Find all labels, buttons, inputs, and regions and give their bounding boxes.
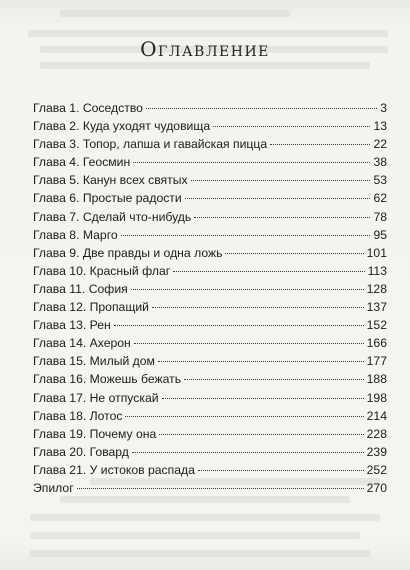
toc-entry [33,280,387,298]
toc-entry [33,99,387,117]
dot-leader [159,434,363,435]
toc-entry-page-number: 239 [366,444,387,459]
toc-entry-page-number: 166 [366,336,387,351]
dot-leader [185,198,371,199]
toc-entry-page-number: 78 [373,209,387,224]
toc-entry-title: Глава 16. Можешь бежать [33,372,182,387]
dot-leader [114,325,364,326]
dot-leader [198,470,364,471]
toc-entry [33,425,387,443]
dot-leader [146,108,377,109]
toc-entry-title: Эпилог [33,480,74,495]
toc-entry-page-number: 188 [366,372,387,387]
toc-entry-page-number: 214 [366,408,387,423]
toc-entry [33,189,387,207]
toc-entry [33,298,387,316]
dot-leader [125,416,363,417]
toc-entry-title: Глава 21. У истоков распада [33,462,195,477]
toc-entry-title: Глава 20. Говард [33,444,129,459]
toc-entry-title: Глава 1. Соседство [33,101,143,115]
bleed-through-text [60,10,290,17]
dot-leader [77,488,364,489]
dot-leader [131,289,364,290]
toc-entry-page-number: 53 [373,173,387,188]
toc-entry-page-number: 113 [367,263,387,278]
dot-leader [191,180,371,181]
toc-entry-title: Глава 6. Простые радости [33,191,182,206]
toc-entry-page-number: 101 [366,245,387,260]
toc-entry [33,171,387,189]
toc-entry-page-number: 22 [373,137,387,152]
toc-entry-page-number: 62 [373,191,387,206]
toc-entry-title: Глава 7. Сделай что-нибудь [33,209,192,224]
toc-entry-title: Глава 19. Почему она [33,426,157,441]
bleed-through-text [30,550,370,557]
toc-entry-page-number: 128 [366,281,387,296]
toc-entry-page-number: 177 [366,354,387,369]
toc-entry-title: Глава 13. Рен [33,318,111,333]
toc-entry [33,208,387,226]
toc-entry [33,461,387,479]
toc-entry [33,153,387,171]
toc-entry-page-number: 252 [366,462,387,477]
toc-entry-title: Глава 14. Ахерон [33,336,131,351]
toc-entry-title: Глава 18. Лотос [33,408,123,423]
table-of-contents [33,99,387,497]
toc-entry [33,135,387,153]
toc-entry-page-number: 38 [373,155,387,170]
toc-entry-title: Глава 17. Не отпускай [33,390,159,405]
dot-leader [132,452,364,453]
dot-leader [162,398,364,399]
toc-entry-title: Глава 10. Красный флаг [33,263,171,278]
bleed-through-text [30,514,380,521]
dot-leader [184,379,364,380]
dot-leader [270,144,370,145]
bleed-through-text [40,62,370,69]
toc-entry-title: Глава 4. Геосмин [33,155,131,170]
dot-leader [152,307,364,308]
page-title: Оглавление [140,37,270,61]
toc-entry-title: Глава 2. Куда уходят чудовища [33,119,211,134]
toc-entry-title: Глава 3. Топор, лапша и гавайская пицца [33,137,268,152]
toc-entry [33,244,387,262]
toc-entry [33,389,387,407]
toc-entry [33,443,387,461]
dot-leader [173,271,364,272]
toc-entry [33,334,387,352]
toc-entry [33,226,387,244]
toc-entry-title: Глава 9. Две правды и одна ложь [33,245,223,260]
toc-entry-page-number: 95 [373,227,387,242]
toc-entry-title: Глава 15. Милый дом [33,354,155,369]
toc-entry-page-number: 152 [366,318,387,333]
dot-leader [134,343,364,344]
toc-entry-title: Глава 11. София [33,281,128,296]
dot-leader [133,162,370,163]
dot-leader [213,126,370,127]
toc-entry-page-number: 270 [366,480,387,495]
toc-entry-title: Глава 5. Канун всех святых [33,173,188,188]
toc-entry [33,262,387,280]
dot-leader [194,217,370,218]
toc-entry [33,407,387,425]
toc-entry [33,117,387,135]
toc-entry-title: Глава 8. Марго [33,227,118,242]
toc-entry [33,316,387,334]
toc-entry [33,352,387,370]
dot-leader [225,253,363,254]
toc-entry-title: Глава 12. Пропащий [33,300,149,315]
toc-entry-page-number: 228 [366,426,387,441]
toc-entry [33,370,387,388]
dot-leader [158,361,364,362]
bleed-through-text [30,532,360,539]
toc-entry-page-number: 137 [366,300,387,315]
bleed-through-text [28,30,388,37]
toc-entry [33,479,387,497]
toc-entry-page-number: 13 [373,119,387,134]
toc-entry-page-number: 198 [366,390,387,405]
toc-entry-page-number: 3 [380,101,387,115]
dot-leader [121,235,371,236]
